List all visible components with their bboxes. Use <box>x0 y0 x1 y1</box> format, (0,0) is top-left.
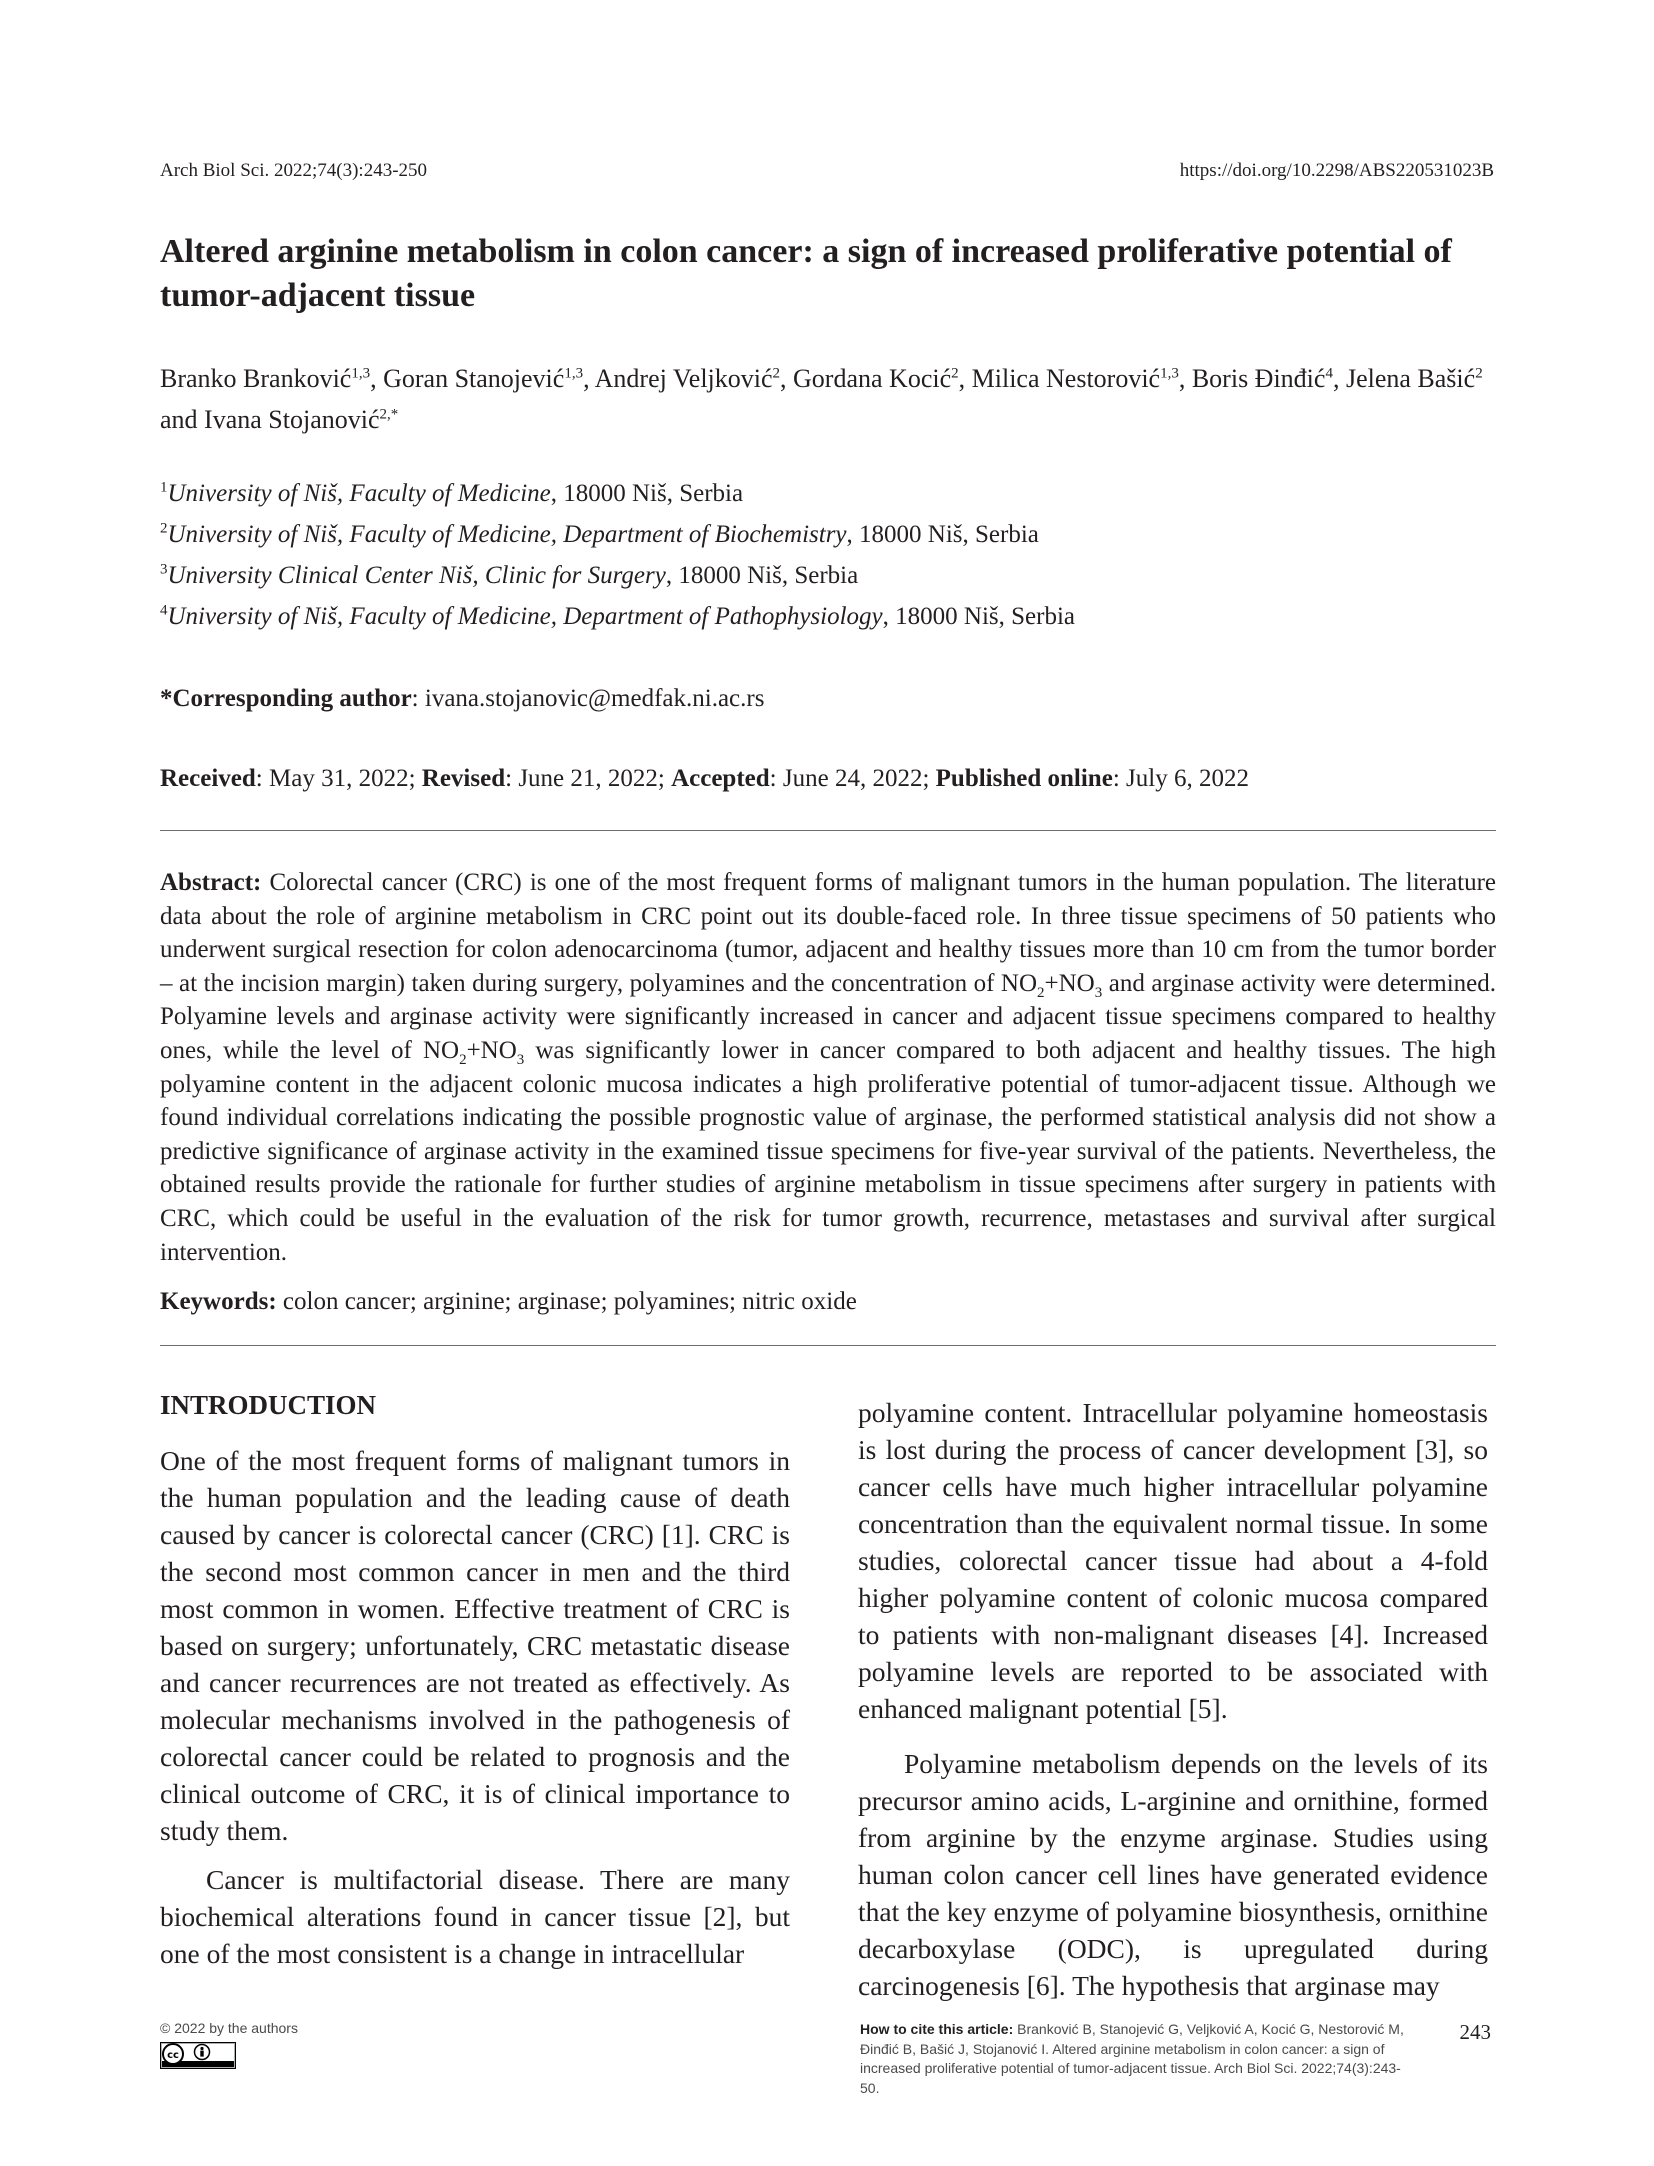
citation-label: How to cite this article: <box>860 2021 1014 2037</box>
divider-bottom <box>160 1345 1496 1346</box>
author-affiliation-marker: 1,3 <box>564 365 584 382</box>
accepted-label: Accepted <box>671 765 770 792</box>
abstract-label: Abstract: <box>160 869 262 896</box>
cc-text: cc <box>167 2050 179 2061</box>
corresponding-author-label: *Corresponding author <box>160 685 412 712</box>
journal-reference: Arch Biol Sci. 2022;74(3):243-250 <box>160 160 428 181</box>
author-name: Andrej Veljković <box>594 364 773 393</box>
affiliation-institution: University Clinical Center Niš, Clinic for Surgery <box>167 562 666 589</box>
paragraph: One of the most frequent forms of malignant tumors in the human population and the leading cause of death caused by cancer is colorectal cancer (CRC) [1]. CRC is the second most common cancer in men and the third most common in women. Effective treatment of CRC is based on surgery; unfortunately, CRC metastatic disease and cancer recurrences are not treated as effectively. As molecular mechanisms involved in the pathogenesis of colorectal cancer could be related to prognosis and the clinical outcome of CRC, it is of clinical importance to study them. <box>160 1445 790 1846</box>
corresponding-author: *Corresponding author: ivana.stojanovic@medfak.ni.ac.rs <box>160 685 765 712</box>
abstract-text: +NO <box>466 1036 517 1064</box>
subscript: 3 <box>516 1051 525 1068</box>
author-affiliation-marker: 2 <box>951 365 959 382</box>
affiliation-1 <box>160 480 743 508</box>
keywords-text: colon cancer; arginine; arginase; polyamines; nitric oxide <box>276 1288 857 1315</box>
body-column-left <box>160 1442 790 1972</box>
received-date: May 31, 2022 <box>269 765 409 792</box>
divider-top <box>160 830 1496 831</box>
abstract-text: Colorectal cancer (CRC) is one of the most frequent forms of malignant tumors in the human population. The literature data about the role of arginine metabolism in CRC point out its double-faced role. In three tissue specimens of 50 patients who underwent surgical resection for colon adenocarcinoma (tumor, adjacent and healthy tissues more than 10 cm from the tumor border – at the incision margin) taken during surgery, polyamines and the concentration of NO <box>160 869 1496 997</box>
page-number: 243 <box>1459 2020 1491 2044</box>
published-date: July 6, 2022 <box>1126 765 1249 792</box>
author-name: Boris Đinđić <box>1191 364 1326 393</box>
paragraph: Cancer is multifactorial disease. There are many biochemical alterations found in cancer tissue [2], but one of the most consistent is a change in intracellular <box>160 1864 790 1969</box>
published-label: Published online <box>935 765 1113 792</box>
author-affiliation-marker: 2 <box>1475 365 1483 382</box>
keywords-label: Keywords: <box>160 1288 277 1315</box>
body-column-right <box>858 1394 1488 2004</box>
author-affiliation-marker: 1,3 <box>1160 365 1179 382</box>
author-name: Gordana Kocić <box>793 364 952 393</box>
subscript: 2 <box>1037 984 1045 1001</box>
accepted-date: June 24, 2022 <box>782 765 923 792</box>
paragraph: Polyamine metabolism depends on the levels of its precursor amino acids, L-arginine and ornithine, formed from arginine by the enzyme arginase. Studies using human colon cancer cell lines have generated evidence that the key enzyme of polyamine biosynthesis, ornithine decarboxylase (ODC), is upregulated during carcinogenesis [6]. The hypothesis that arginase may <box>858 1748 1488 2001</box>
section-heading-introduction: INTRODUCTION <box>160 1390 377 1420</box>
affiliation-institution: University of Niš, Faculty of Medicine <box>167 480 551 507</box>
affiliation-number: 4 <box>160 602 168 619</box>
author-affiliation-marker: 2 <box>772 365 781 382</box>
author-affiliation-marker: 2,* <box>379 406 399 423</box>
author-affiliation-marker: 4 <box>1325 365 1333 382</box>
affiliation-4 <box>160 603 1075 631</box>
affiliation-number: 1 <box>160 479 168 496</box>
revised-label: Revised <box>421 765 506 792</box>
affiliation-location: , 18000 Niš, Serbia <box>882 603 1075 630</box>
doi-link[interactable]: https://doi.org/10.2298/ABS220531023B <box>1179 160 1494 181</box>
keywords <box>160 1288 857 1316</box>
revised-date: June 21, 2022 <box>518 765 658 792</box>
article-dates: Received: May 31, 2022; Revised: June 21, 2022; Accepted: June 24, 2022; Published online: July 6, 2022 <box>160 765 1249 792</box>
creative-commons-license-icon[interactable] <box>160 2042 236 2074</box>
affiliation-location: , 18000 Niš, Serbia <box>846 521 1039 548</box>
author-name: Branko Branković <box>160 364 352 393</box>
paragraph: polyamine content. Intracellular polyamine homeostasis is lost during the process of cancer development [3], so cancer cells have much higher intracellular polyamine concentration than the equivalent normal tissue. In some studies, colorectal cancer tissue had about a 4-fold higher polyamine content of colonic mucosa compared to patients with non-malignant diseases [4]. Increased polyamine levels are reported to be associated with enhanced malignant potential [5]. <box>858 1397 1488 1724</box>
corresponding-author-email[interactable]: ivana.stojanovic@medfak.ni.ac.rs <box>424 685 765 712</box>
affiliation-location: , 18000 Niš, Serbia <box>665 562 859 589</box>
subscript: 2 <box>459 1051 467 1068</box>
affiliation-institution: University of Niš, Faculty of Medicine, Department of Biochemistry <box>167 521 847 548</box>
article-title: Altered arginine metabolism in colon cancer: a sign of increased proliferative potential of tumor-adjacent tissue <box>160 233 1452 314</box>
affiliation-institution: University of Niš, Faculty of Medicine, Department of Pathophysiology <box>167 603 883 630</box>
citation-text: Branković B, Stanojević G, Veljković A, Kocić G, Nestorović M, Đinđić B, Bašić J, Stojanović I. Altered arginine metabolism in colon cancer: a sign of increased proliferative potential of tumor-adjacent tissue. Arch Biol Sci. 2022;74(3):243-50. <box>860 2021 1404 2096</box>
abstract-text: and arginase activity were determined. Polyamine levels and arginase activity were significantly increased in cancer and adjacent tissue specimens compared to healthy ones, while the level of NO <box>160 969 1496 1064</box>
affiliation-number: 2 <box>160 520 168 537</box>
affiliation-location: , 18000 Niš, Serbia <box>550 480 744 507</box>
author-list: Branko Branković$^{1,3}$, Goran Stanojević$^{1,3}$, Andrej Veljković$^2$, Gordana Kocić$^2$, Milica Nestorović$^{1,3}$, Boris Đinđić$^4$, Jelena Bašić$^2$ and Ivana Stojanović$^{2,*}$ <box>160 364 1483 434</box>
abstract <box>160 866 1496 1269</box>
author-name: Ivana Stojanović <box>204 405 380 434</box>
copyright-notice: © 2022 by the authors <box>160 2020 298 2036</box>
affiliation-number: 3 <box>160 561 168 578</box>
citation-note <box>860 2020 1420 2098</box>
author-conjunction: and <box>160 405 205 434</box>
subscript: 3 <box>1094 984 1103 1001</box>
author-name: Goran Stanojević <box>383 364 565 393</box>
affiliation-2 <box>160 521 1039 549</box>
author-name: Jelena Bašić <box>1345 364 1476 393</box>
abstract-text: was significantly lower in cancer compared to both adjacent and healthy tissues. The high polyamine content in the adjacent colonic mucosa indicates a high proliferative potential of tumor-adjacent tissue. Although we found individual correlations indicating the possible prognostic value of arginase, the performed statistical analysis did not show a predictive significance of arginase activity in the examined tissue specimens for five-year survival of the patients. Nevertheless, the obtained results provide the rationale for further studies of arginine metabolism in tissue specimens after surgery in patients with CRC, which could be useful in the evaluation of the risk for tumor growth, recurrence, metastases and survival after surgical intervention. <box>160 1036 1496 1266</box>
author-name: Milica Nestorović <box>971 364 1161 393</box>
abstract-text: +NO <box>1044 969 1095 997</box>
author-affiliation-marker: 1,3 <box>351 365 371 382</box>
affiliation-3 <box>160 562 858 590</box>
received-label: Received <box>160 765 256 792</box>
